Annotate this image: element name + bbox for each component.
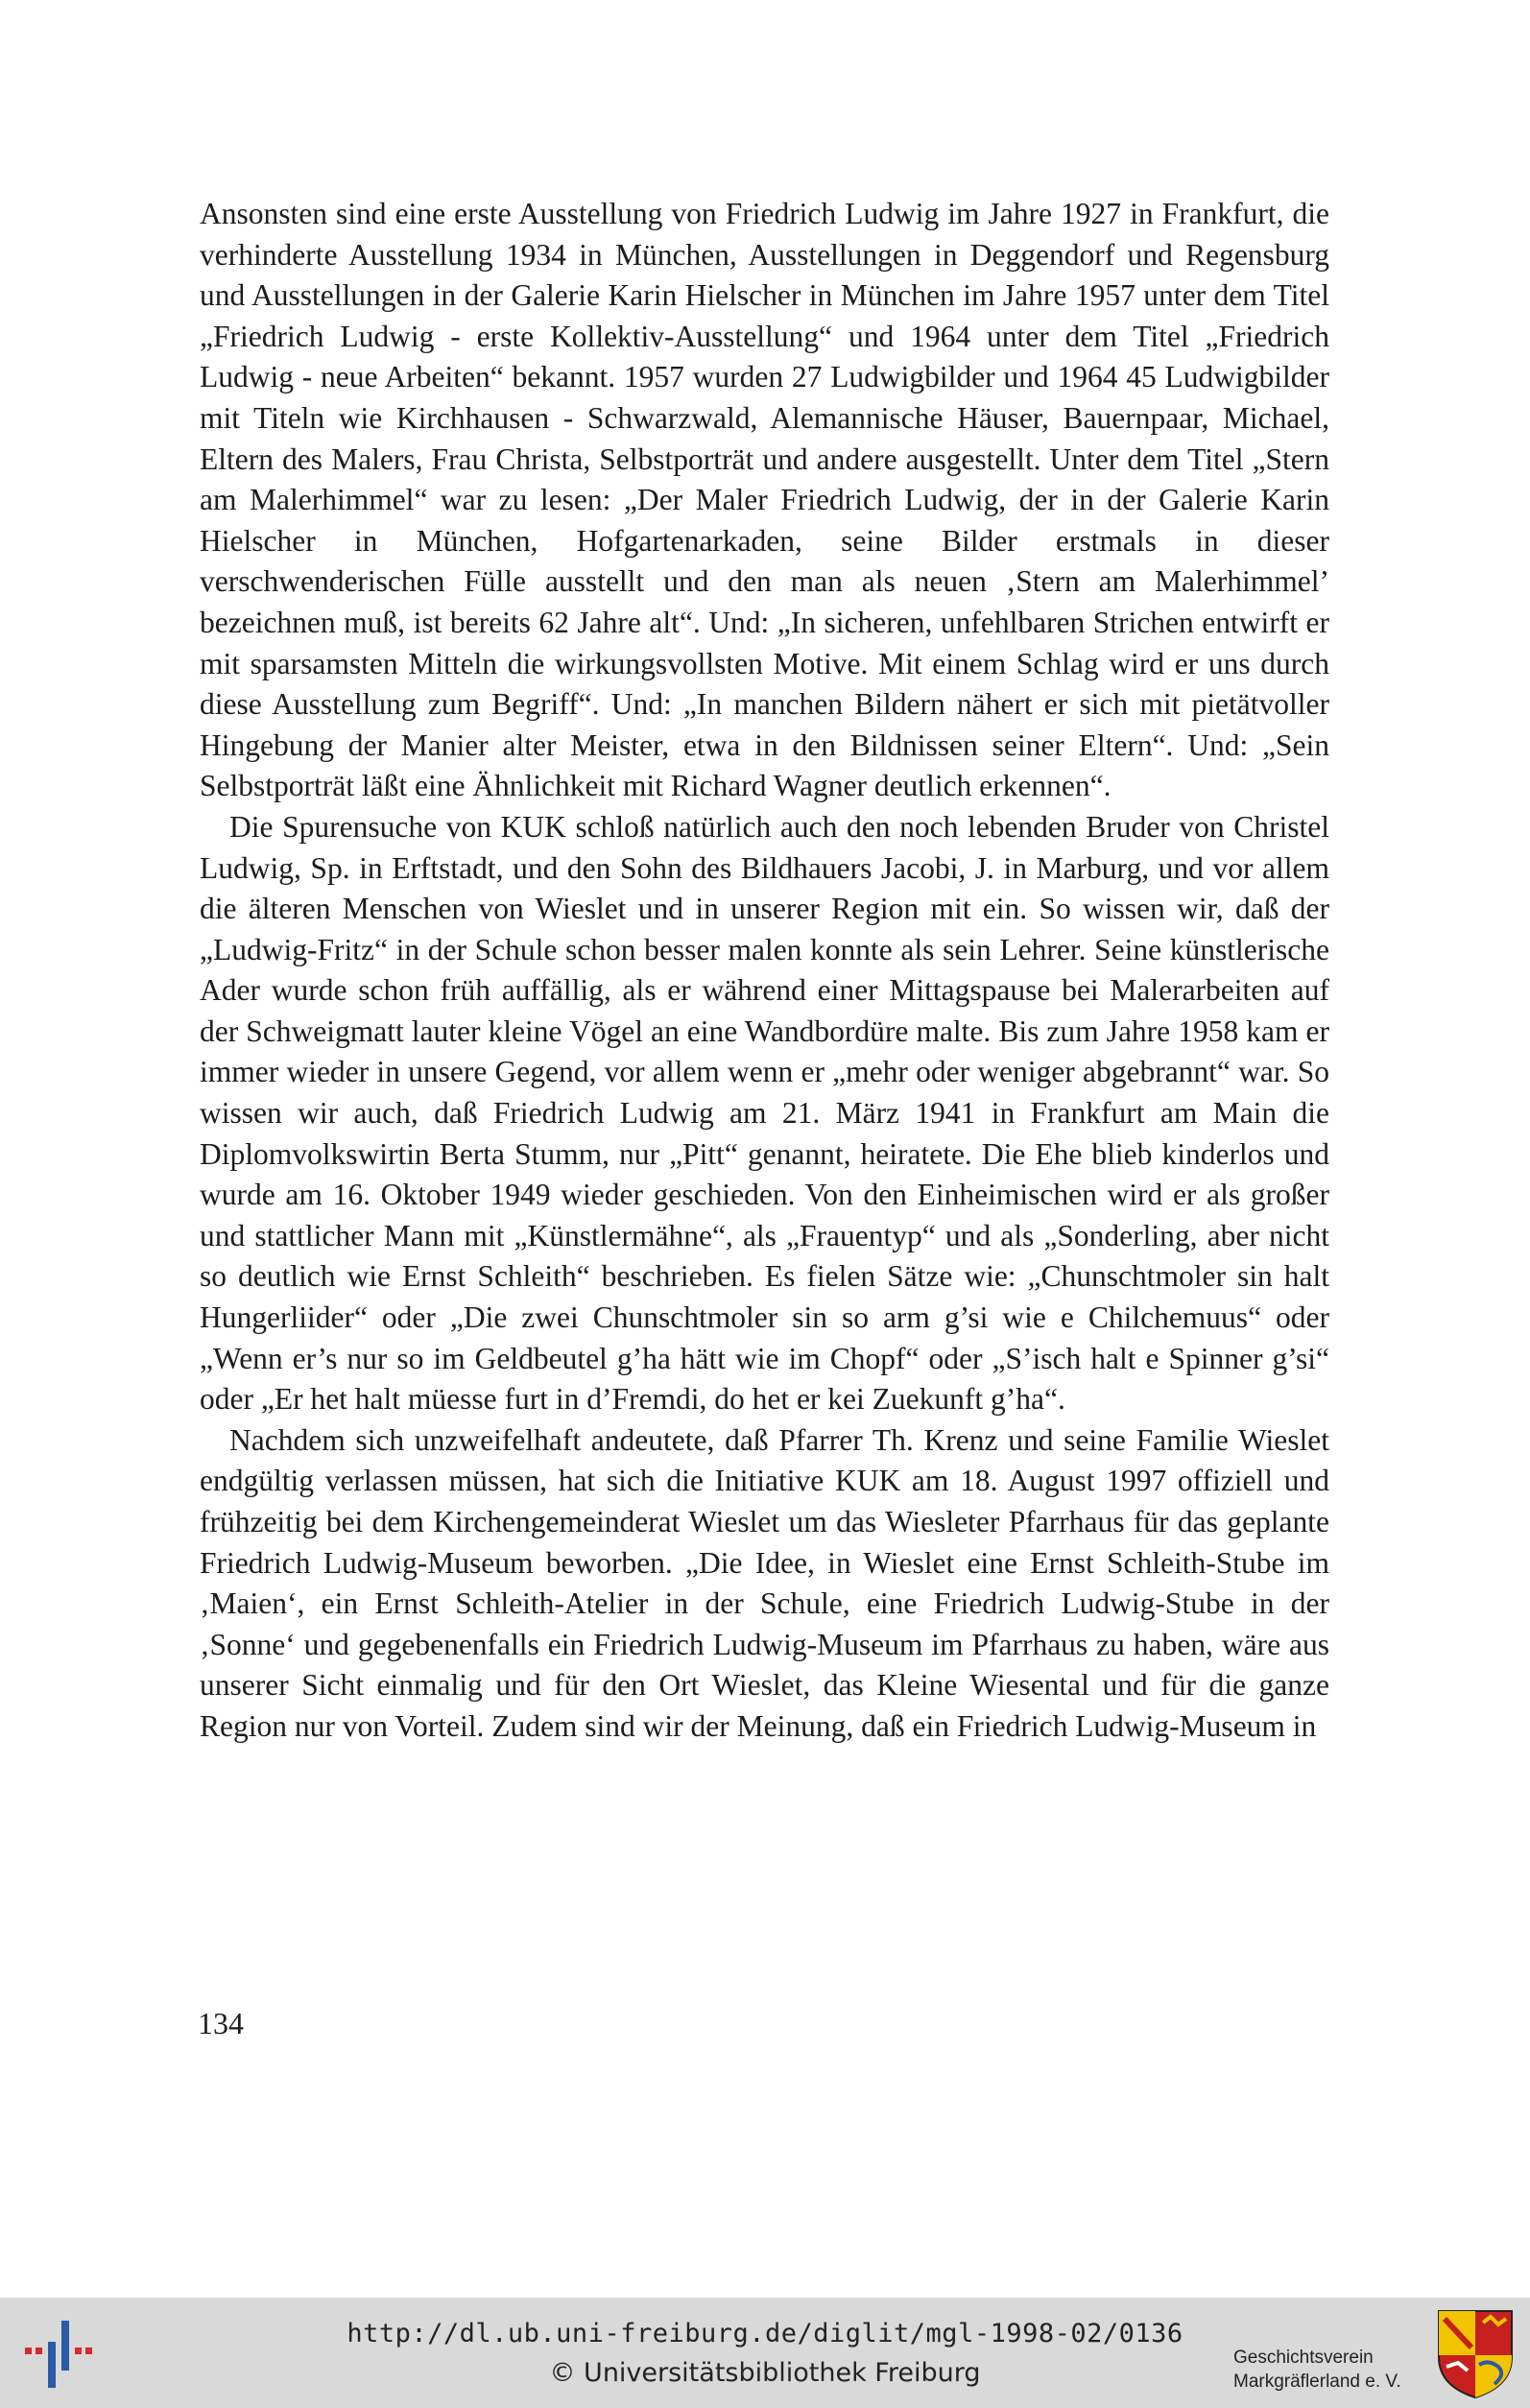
footer-bar (0, 2298, 1530, 2408)
copyright-notice: © Universitätsbibliothek Freiburg (549, 2358, 981, 2388)
source-url-link[interactable]: http://dl.ub.uni-freiburg.de/diglit/mgl-1998-02/0136 (347, 2319, 1183, 2348)
body-text (200, 194, 1329, 1748)
page-number: 134 (198, 2006, 244, 2040)
coat-of-arms-icon[interactable] (1435, 2307, 1516, 2399)
society-name-line2: Markgräflerland e. V. (1233, 2372, 1401, 2392)
society-name (1233, 2346, 1401, 2394)
paragraph: Nachdem sich unzweifelhaft andeutete, daß Pfarrer Th. Krenz und seine Familie Wieslet endgültig verlassen müssen, hat sich die Initiative KUK am 18. August 1997 offiziell und frühzeitig bei dem Kirchengemeinderat Wieslet um das Wiesleter Pfarrhaus für das geplante Friedrich Ludwig-Museum beworben. „Die Idee, in Wieslet eine Ernst Schleith-Stube im ‚Maien‘, ein Ernst Schleith-Atelier in der Schule, eine Friedrich Ludwig-Stube in der ‚Sonne‘ und gegebenenfalls ein Friedrich Ludwig-Museum im Pfarrhaus zu haben, wäre aus unserer Sicht einmalig und für den Ort Wieslet, das Kleine Wiesental und für die ganze Region nur von Vorteil. Zudem sind wir der Meinung, daß ein Friedrich Ludwig-Museum in (200, 1422, 1329, 1743)
paragraph: Die Spurensuche von KUK schloß natürlich auch den noch lebenden Bruder von Christel Ludwig, Sp. in Erftstadt, und den Sohn des Bildhauers Jacobi, J. in Marburg, und vor allem die älteren Menschen von Wieslet und in unserer Region mit ein. So wissen wir, daß der „Ludwig-Fritz“ in der Schule schon besser malen konnte als sein Lehrer. Seine künstlerische Ader wurde schon früh auffällig, als er während einer Mittagspause bei Malerarbeiten auf der Schweigmatt lauter kleine Vögel an eine Wandbordüre malte. Bis zum Jahre 1958 kam er immer wieder in unsere Gegend, vor allem wenn er „mehr oder weniger abgebrannt“ war. So wissen wir auch, daß Friedrich Ludwig am 21. März 1941 in Frankfurt am Main die Diplomvolkswirtin Berta Stumm, nur „Pitt“ genannt, heiratete. Die Ehe blieb kinderlos und wurde am 16. Oktober 1949 wieder geschieden. Von den Einheimischen wird er als großer und stattlicher Mann mit „Künstlermähne“, als „Frauentyp“ und als „Sonderling, aber nicht so deutlich wie Ernst Schleith“ beschrieben. Es fielen Sätze wie: „Chunschtmoler sin halt Hungerliider“ oder „Die zwei Chunschtmoler sin so arm g’si wie e Chilchemuus“ oder „Wenn er’s nur so im Geldbeutel g’ha hätt wie im Chopf“ oder „S’isch halt e Spinner g’si“ oder „Er het halt müesse furt in d’Fremdi, do het er kei Zuekunft g’ha“. (200, 809, 1329, 1417)
society-name-line1: Geschichtsverein (1233, 2348, 1374, 2368)
paragraph: Ansonsten sind eine erste Ausstellung von Friedrich Ludwig im Jahre 1927 in Frankfurt, die verhinderte Ausstellung 1934 in München, Ausstellungen in Deggendorf und Regensburg und Ausstellungen in der Galerie Karin Hielscher in München im Jahre 1957 unter dem Titel „Friedrich Ludwig - erste Kollektiv-Ausstellung“ und 1964 unter dem Titel „Friedrich Ludwig - neue Arbeiten“ bekannt. 1957 wurden 27 Ludwigbilder und 1964 45 Ludwigbilder mit Titeln wie Kirchhausen - Schwarzwald, Alemannische Häuser, Bauernpaar, Michael, Eltern des Malers, Frau Christa, Selbstporträt und andere ausgestellt. Unter dem Titel „Stern am Malerhimmel“ war zu lesen: „Der Maler Friedrich Ludwig, der in der Galerie Karin Hielscher in München, Hofgartenarkaden, seine Bilder erstmals in dieser verschwenderischen Fülle ausstellt und den man als neuen ‚Stern am Malerhimmel’ bezeichnen muß, ist bereits 62 Jahre alt“. Und: „In sicheren, unfehlbaren Strichen entwirft er mit sparsamsten Mitteln die wirkungsvollsten Motive. Mit einem Schlag wird er uns durch diese Ausstellung zum Begriff“. Und: „In manchen Bildern nähert er sich mit pietätvoller Hingebung der Manier alter Meister, etwa in den Bildnissen seiner Eltern“. Und: „Sein Selbstporträt läßt eine Ähnlichkeit mit Richard Wagner deutlich erkennen“. (200, 197, 1329, 803)
